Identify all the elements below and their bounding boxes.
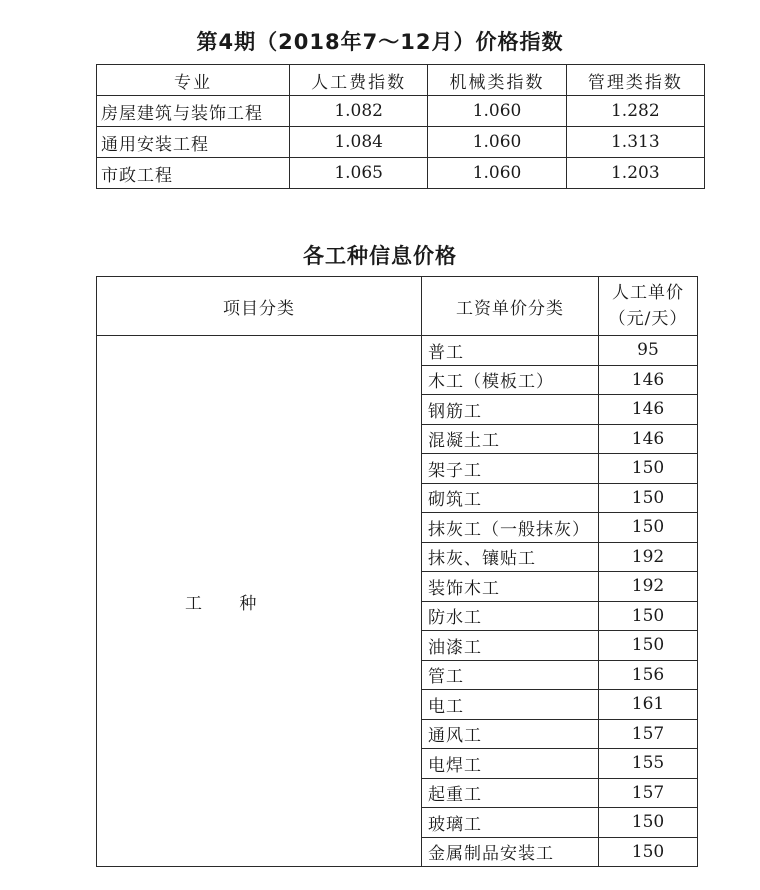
header-machine-index: 机械类指数 (428, 65, 566, 96)
trade-price: 150 (599, 483, 698, 513)
trade-price: 155 (599, 749, 698, 779)
trade-name: 玻璃工 (422, 808, 599, 838)
machine-index-value: 1.060 (428, 158, 566, 189)
labor-price-table (96, 276, 698, 867)
trade-name: 油漆工 (422, 631, 599, 661)
trade-price: 146 (599, 395, 698, 425)
trade-name: 混凝土工 (422, 424, 599, 454)
management-index-value: 1.313 (566, 127, 704, 158)
trade-name: 抹灰工（一般抹灰） (422, 513, 599, 543)
trade-price: 150 (599, 513, 698, 543)
specialty-name: 房屋建筑与装饰工程 (97, 96, 290, 127)
machine-index-value: 1.060 (428, 127, 566, 158)
header-project-category: 项目分类 (97, 277, 422, 336)
trade-name: 电焊工 (422, 749, 599, 779)
trade-name: 起重工 (422, 778, 599, 808)
header-unit-price (599, 277, 698, 336)
management-index-value: 1.203 (566, 158, 704, 189)
category-cell: 工 种 (97, 336, 422, 867)
trade-name: 砌筑工 (422, 483, 599, 513)
labor-index-value: 1.065 (290, 158, 428, 189)
header-unit-price-line2: （元/天） (608, 309, 688, 329)
price-index-title: 第4期（2018年7～12月）价格指数 (196, 30, 564, 54)
labor-price-title: 各工种信息价格 (303, 244, 457, 268)
specialty-name: 市政工程 (97, 158, 290, 189)
trade-price: 150 (599, 631, 698, 661)
header-labor-index: 人工费指数 (290, 65, 428, 96)
trade-price: 150 (599, 837, 698, 867)
trade-name: 钢筋工 (422, 395, 599, 425)
trade-price: 95 (599, 336, 698, 366)
trade-price: 150 (599, 454, 698, 484)
trade-name: 装饰木工 (422, 572, 599, 602)
trade-name: 电工 (422, 690, 599, 720)
trade-price: 150 (599, 808, 698, 838)
trade-name: 普工 (422, 336, 599, 366)
labor-index-value: 1.084 (290, 127, 428, 158)
trade-price: 192 (599, 572, 698, 602)
table-header-row (97, 277, 698, 336)
trade-price: 157 (599, 719, 698, 749)
specialty-name: 通用安装工程 (97, 127, 290, 158)
trade-price: 146 (599, 365, 698, 395)
header-management-index: 管理类指数 (566, 65, 704, 96)
trade-price: 156 (599, 660, 698, 690)
price-index-table (96, 64, 705, 189)
trade-price: 192 (599, 542, 698, 572)
trade-price: 157 (599, 778, 698, 808)
table-row (97, 336, 698, 366)
table-row (97, 127, 705, 158)
header-unit-price-line1: 人工单价 (612, 283, 684, 303)
trade-name: 木工（模板工） (422, 365, 599, 395)
trade-name: 防水工 (422, 601, 599, 631)
header-specialty: 专业 (97, 65, 290, 96)
trade-price: 161 (599, 690, 698, 720)
trade-name: 通风工 (422, 719, 599, 749)
trade-name: 管工 (422, 660, 599, 690)
table-header-row (97, 65, 705, 96)
management-index-value: 1.282 (566, 96, 704, 127)
trade-name: 金属制品安装工 (422, 837, 599, 867)
table-row (97, 158, 705, 189)
trade-name: 抹灰、镶贴工 (422, 542, 599, 572)
labor-index-value: 1.082 (290, 96, 428, 127)
trade-price: 150 (599, 601, 698, 631)
trade-name: 架子工 (422, 454, 599, 484)
machine-index-value: 1.060 (428, 96, 566, 127)
header-wage-type: 工资单价分类 (422, 277, 599, 336)
trade-price: 146 (599, 424, 698, 454)
table-row (97, 96, 705, 127)
